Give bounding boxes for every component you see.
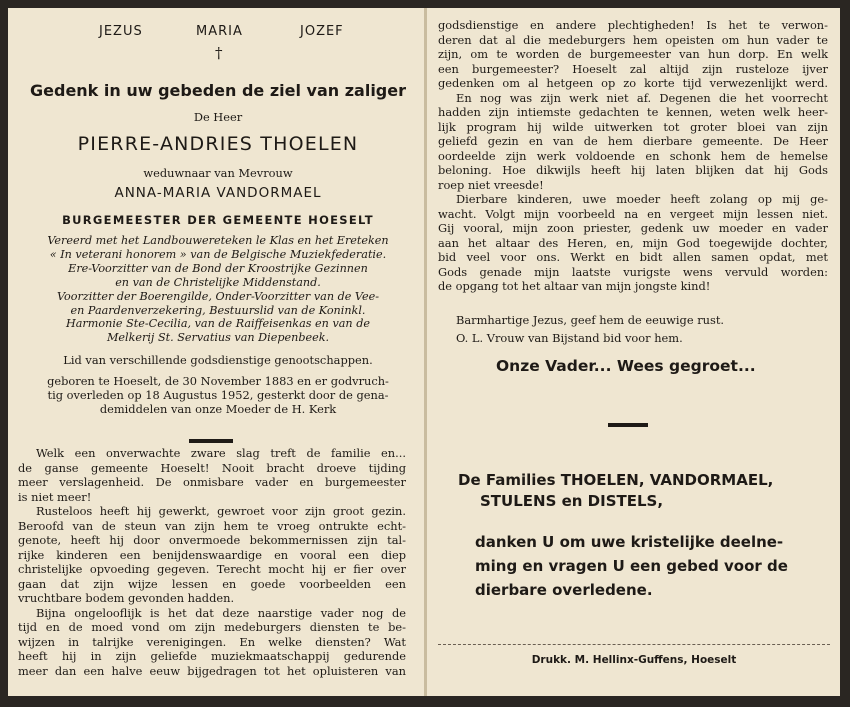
text-line: christelijke opvoeding gegeven. Terecht mocht hij er fier over [18, 562, 406, 576]
thanks-line: danken U om uwe kristelijke deelne- [475, 533, 784, 551]
text-line: meer verslagenheid. De onmisbare vader en burgemeester [18, 475, 406, 489]
text-line: tijd en de moed vond om zijn medeburgers diensten te be- [18, 620, 406, 634]
thanks-line: dierbare overledene. [475, 581, 653, 599]
honours-block [18, 234, 418, 345]
text-line: Gij vooral, mijn zoon priester, gedenk uw moeder en vader [438, 221, 828, 235]
text-line: rijke kinderen een benijdenswaardige en vooral een diep [18, 547, 406, 562]
text-line: een burgemeester? Hoeselt zal altijd zijn rusteloze ijver [438, 61, 828, 76]
honours-line: en Paardenverzekering, Bestuurslid van de Koninkl. [70, 303, 366, 317]
text-line: aan het altaar des Heren, en, mijn God toegewijde dochter, [438, 235, 828, 250]
text-line: deren dat al die medeburgers hem opeisten om hun vader te [438, 32, 828, 47]
honours-line: Voorzitter der Boerengilde, Onder-Voorzitter van de Vee- [56, 289, 379, 303]
name-maria: MARIA [196, 24, 243, 39]
prayer-line: Barmhartige Jezus, geef hem de eeuwige rust. [456, 313, 725, 327]
birth-death-block [18, 374, 418, 416]
de-heer: De Heer [193, 110, 243, 124]
dotted-divider [438, 644, 830, 645]
text-line: wacht. Volgt mijn voorbeeld na en vergeet mijn lessen niet. [438, 206, 828, 221]
text-line: vruchtbare bodem gevonden hadden. [18, 591, 235, 605]
families-line: De Families THOELEN, VANDORMAEL, [458, 471, 774, 489]
text-line: meer dan een halve eeuw bijgedragen tot het opluisteren van [18, 663, 406, 678]
eulogy-left [18, 446, 406, 678]
name-jozef: JOZEF [300, 24, 344, 39]
printer-credit: Drukk. M. Hellinx-Guffens, Hoeselt [531, 654, 737, 666]
prayer-line: O. L. Vrouw van Bijstand bid voor hem. [456, 331, 683, 345]
deceased-name: PIERRE-ANDRIES THOELEN [77, 133, 359, 155]
text-line: genote, heeft hij door onvermoede bekommernissen zijn tal- [18, 533, 406, 547]
text-line: oordeelde zijn werk voldoende en schonk hem de hemelse [438, 148, 828, 163]
text-line: wijzen in talrijke verenigingen. En welke diensten? Wat [18, 634, 406, 649]
text-line: lijk program hij wilde uitwerken tot groter bloei van zijn [438, 119, 828, 134]
text-line: Bijna ongelooflijk is het dat deze naarstige vader nog de [36, 605, 406, 620]
text-line: Dierbare kinderen, uwe moeder heeft zolang op mij ge- [456, 192, 828, 206]
text-line: gaan dat zijn wijze lessen en goede voorbeelden een [18, 576, 406, 591]
right-page [438, 8, 834, 696]
text-line: roep niet vreesde! [438, 177, 544, 192]
remembrance-title: Gedenk in uw gebeden de ziel van zaliger [30, 81, 406, 100]
separator-rule [189, 439, 233, 443]
text-line: Rusteloos heeft hij gewerkt, gewroet voor zijn groot gezin. [36, 504, 406, 518]
name-jezus: JEZUS [99, 24, 143, 39]
card-fold [424, 8, 427, 696]
separator-rule [608, 423, 648, 427]
mayor-title: BURGEMEESTER DER GEMEENTE HOESELT [62, 213, 374, 227]
honours-line: Harmonie Ste-Cecilia, van de Raiffeisenkas en van de [66, 317, 370, 331]
left-page [18, 8, 418, 696]
birth-line: tig overleden op 18 Augustus 1952, gesterkt door de gena- [47, 388, 389, 402]
text-line: godsdienstige en andere plechtigheden! Is het te verwon- [438, 18, 828, 32]
text-line: En nog was zijn werk niet af. Degenen die het voorrecht [456, 90, 828, 105]
membership-line: Lid van verschillende godsdienstige genootschappen. [63, 353, 373, 367]
birth-line: geboren te Hoeselt, de 30 November 1883 en er godvruch- [47, 374, 389, 388]
text-line: Gods genade mijn laatste vurigste wens vervuld worden: [438, 264, 828, 279]
text-line: is niet meer! [18, 489, 92, 504]
widower-line: weduwnaar van Mevrouw [143, 166, 293, 180]
text-line: beloning. Hoe dikwijls heeft hij laten blijken dat hij Gods [438, 163, 828, 177]
text-line: heeft hij in zijn geliefde muziekmaatschappij gedurende [18, 649, 406, 663]
honours-line: Ere-Voorzitter van de Bond der Kroostrijke Gezinnen [68, 261, 368, 275]
honours-line: Melkerij St. Servatius van Diepenbeek. [106, 331, 330, 345]
text-line: Welk een onverwachte zware slag treft de familie en... [36, 446, 406, 460]
honours-line: « In veterani honorem » van de Belgische Muziekfederatie. [49, 247, 387, 261]
wife-name: ANNA-MARIA VANDORMAEL [114, 185, 322, 201]
families-line: STULENS en DISTELS, [480, 492, 664, 510]
text-line: bid veel voor ons. Werkt en bidt allen samen opdat, met [438, 250, 828, 264]
text-line: hadden zijn intiemste gedachten te kennen, weten welk heer- [438, 105, 828, 119]
text-line: gedenken om al hetgeen op zo korte tijd verwezenlijkt werd. [438, 76, 828, 90]
text-line: de ganse gemeente Hoeselt! Nooit bracht droeve tijding [18, 460, 406, 475]
text-line: geliefd gezin en van de hem dierbare gemeente. De Heer [438, 134, 828, 148]
thanks-line: ming en vragen U een gebed voor de [475, 557, 788, 575]
cross-icon: † [215, 44, 223, 62]
text-line: de opgang tot het altaar van mijn jongste kind! [438, 279, 711, 293]
honours-line: en van de Christelijke Middenstand. [115, 275, 321, 289]
honours-line: Vereerd met het Landbouwereteken le Klas en het Ereteken [47, 234, 389, 247]
our-father: Onze Vader... Wees gegroet... [496, 357, 756, 375]
birth-line: demiddelen van onze Moeder de H. Kerk [99, 402, 337, 416]
text-line: zijn, om te worden de burgemeester van hun dorp. En welk [438, 47, 828, 61]
eulogy-right [438, 18, 828, 294]
text-line: Beroofd van de steun van zijn hem te vroeg ontrukte echt- [18, 518, 406, 533]
